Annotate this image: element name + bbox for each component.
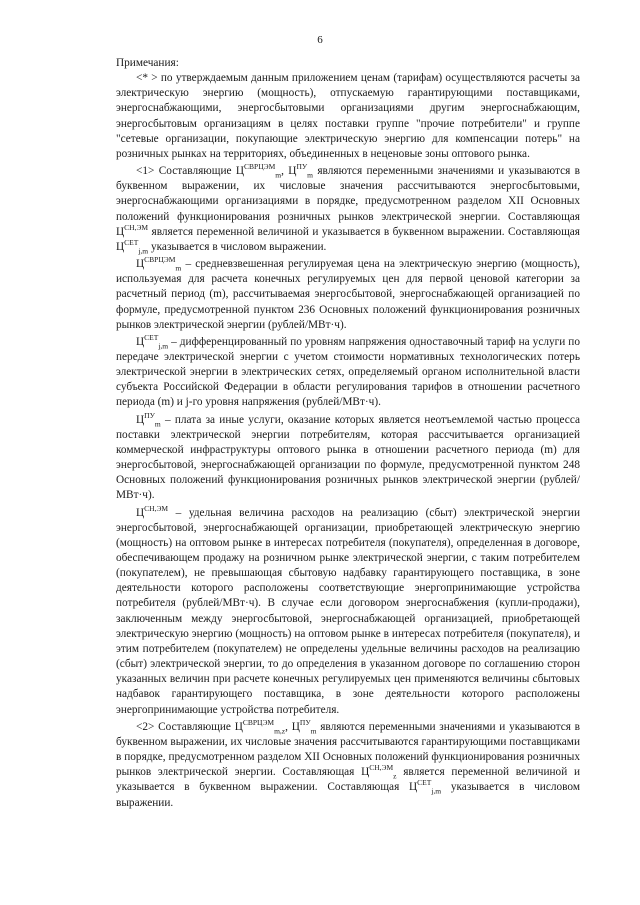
star-note: <* > по утверждаемым данным приложением ценам (тарифам) осуществляются расчеты за электрическую энергию (мощность), отпускаемую гарантирующими поставщиками, энергоснабжающими, энергосбытовыми организациями другим энергоснабжающим, энергосбытовым организациям в целях поставки группе "прочие потребители" и группе "сетевые организации, покупающие электрическую энергию для компенсации потерь" на розничных рынках на территориях, объединенных в неценовые зоны оптового рынка. [116, 72, 580, 160]
note-2: <2> Составляющие $Ц^{СВРЦЭМ}_{m,z}$, $Ц^{ПУ}_m$ являются переменными значениями и указываются в буквенном выражении, их числовые значения рассчитываются гарантирующими поставщиками в порядке, предусмотренном разделом XII Основных положений функционирования розничных рынков электрической энергии. Составляющая $Ц^{СН,ЭМ}_z$ является переменной величиной и указывается в буквенном выражении. Составляющая $Ц^{СЕТ}_{j,m}$ указывается в числовом выражении. [116, 717, 581, 809]
symbol-ts-svrcem-z: $Ц^{СВРЦЭМ}_{m,z}$ [234, 717, 286, 735]
symbol-ts-pu: $Ц^{ПУ}_m$ [291, 717, 317, 735]
symbol-ts-pu: $Ц^{ПУ}_m$ [288, 162, 314, 180]
symbol-ts-pu: $Ц^{ПУ}_m$ [136, 410, 161, 428]
symbol-ts-svrcem: $Ц^{СВРЦЭМ}_m$ [235, 162, 282, 180]
definition-set: $Ц^{СЕТ}_{j,m}$ – дифференцированный по уровням напряжения одноставочный тариф на услуги по передаче электрической энергии с учетом стоимости нормативных технологических потерь электрической энергии в электрических сетях, определяемый органом исполнительной власти субъекта Российской Федерации в области регулирования тарифов в отношении расчетного периода (m) и j-го уровня напряжения (рублей/МВт·ч). [116, 333, 580, 409]
definition-svrcem: $Ц^{СВРЦЭМ}_m$ – средневзвешенная регулируемая цена на электрическую энергию (мощность), используемая для расчета конечных регулируемых цен для первой ценовой категории за расчетный период (m), рассчитываемая энергосбытовой, энергоснабжающей организацией по формуле, предусмотренной пунктом 236 Основных положений функционирования розничных рынков электрической энергии (рублей/МВт·ч). [116, 255, 580, 331]
symbol-ts-set: $Ц^{СЕТ}_{j,m}$ [116, 238, 149, 256]
symbol-ts-snem: $Ц^{СН,ЭМ}$ [136, 503, 169, 519]
symbol-ts-set: $Ц^{СЕТ}_{j,m}$ [136, 333, 169, 351]
definition-snem: $Ц^{СН,ЭМ}$ – удельная величина расходов на реализацию (сбыт) электрической энергии энергосбытовой, энергоснабжающей организации, приобретающей электрическую энергию (мощность) на оптовом рынке в интересах потребителя (покупателя), определенная в договоре, обеспечивающем продажу на розничном рынке электрической энергии, с таким потребителем (покупателем), не превышающая сбытовую надбавку гарантирующего поставщика, в зоне деятельности которого расположены соответствующие энергопринимающие устройства потребителя (рублей/МВт·ч). В случае если договором энергоснабжения (купли-продажи), заключенным между энергосбытовой, энергоснабжающей организацией, приобретающей электрическую энергию (мощность) на оптовом рынке в интересах потребителя (покупателя), и этим потребителем (покупателем) не определены удельные величины расходов на реализацию (сбыт) электрической энергии, то до определения в указанном договоре по соглашению сторон указанных величин при расчете конечных регулируемых цен применяются величины сбытовых надбавок гарантирующего поставщика, в зоне деятельности которого расположены энергопринимающие устройства потребителя. [116, 503, 580, 716]
symbol-ts-set: $Ц^{СЕТ}_{j,m}$ [408, 778, 442, 796]
definition-pu: $Ц^{ПУ}_m$ – плата за иные услуги, оказание которых является неотъемлемой частью процесса поставки электрической энергии потребителям, которая рассчитывается организацией коммерческой инфраструктуры оптового рынка в отношении расчетного периода (m) для энергосбытовой, энергоснабжающей организации по формуле, предусмотренной пунктом 248 Основных положений функционирования розничных рынков электрической энергии (рублей/МВт·ч). [116, 410, 580, 502]
symbol-ts-snem: $Ц^{СН,ЭМ}$ [116, 222, 149, 238]
notes-title: Примечания: [116, 57, 179, 69]
symbol-ts-snem-z: $Ц^{СН,ЭМ}_z$ [361, 763, 397, 781]
note-1: <1> Составляющие $Ц^{СВРЦЭМ}_m$, $Ц^{ПУ}_m$ являются переменными значениями и указываются в буквенном выражении, их числовые значения рассчитываются энергосбытовыми, энергоснабжающими организациями в порядке, предусмотренном разделом XII Основных положений функционирования розничных рынков электрической энергии. Составляющая $Ц^{СН,ЭМ}$ является переменной величиной и указывается в буквенном выражении. Составляющая $Ц^{СЕТ}_{j,m}$ указывается в числовом выражении. [116, 162, 581, 256]
page-number: 6 [317, 34, 323, 46]
symbol-ts-svrcem: $Ц^{СВРЦЭМ}_m$ [136, 255, 182, 273]
notes-section [116, 56, 580, 813]
